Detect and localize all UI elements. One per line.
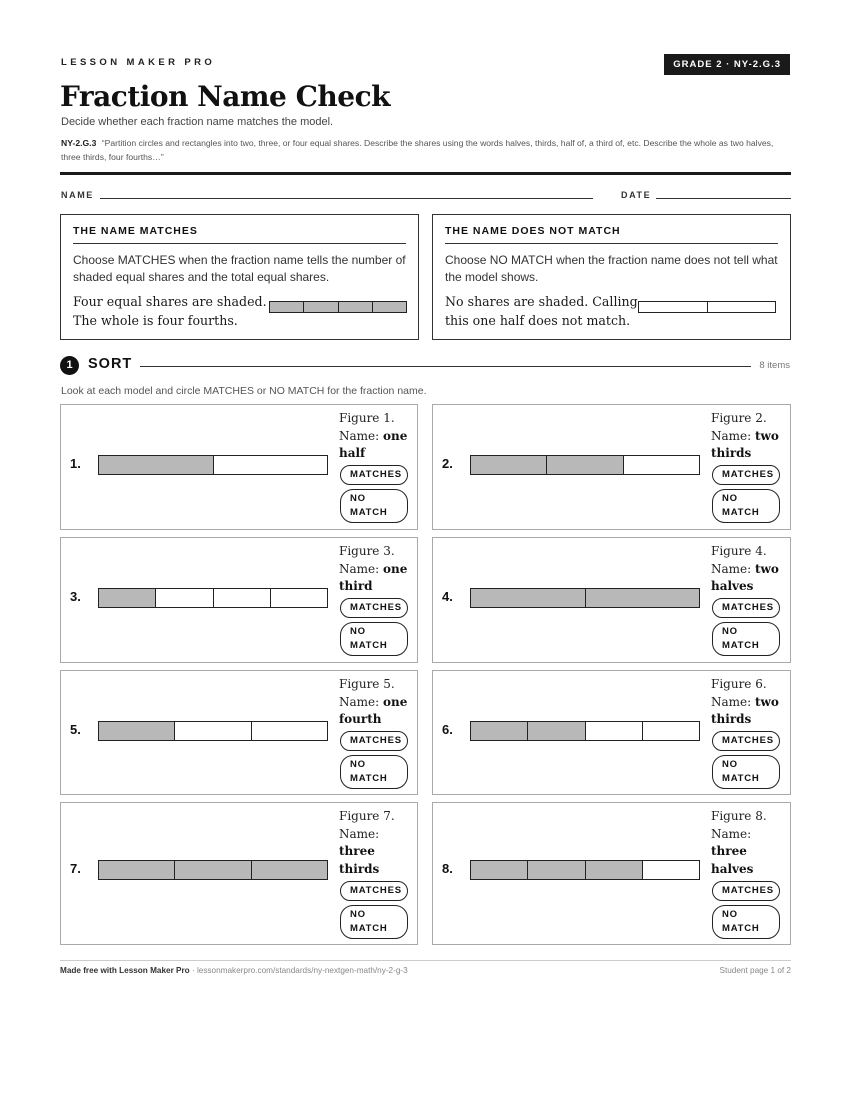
name-prefix: Name: [339,826,380,841]
item-info [711,808,786,878]
no-match-line-1: NO [722,909,738,920]
page-title: Fraction Name Check [60,80,391,113]
name-prefix: Name: [711,694,752,709]
figure-label: Figure 6. [711,677,767,691]
date-field[interactable] [656,198,791,199]
item-number: 7. [70,861,81,876]
figure-label: Figure 2. [711,411,767,425]
fraction-name [711,428,786,463]
name-prefix: Name: [339,694,380,709]
figure-label: Figure 1. [339,411,395,425]
standard-description [61,136,791,164]
model-share [155,589,212,607]
fraction-model [98,860,328,880]
matches-option[interactable]: MATCHES [712,731,780,751]
model-share [270,302,303,312]
rule-heading: THE NAME DOES NOT MATCH [445,225,778,244]
model-share [639,302,707,312]
fraction-model [470,588,700,608]
model-share [471,861,527,879]
item-card [432,404,791,530]
item-number: 1. [70,456,81,471]
item-card [60,537,418,663]
fraction-name-value: two halves [711,561,779,593]
model-share [338,302,372,312]
name-prefix: Name: [339,561,380,576]
model-share [642,861,699,879]
name-prefix: Name: [339,428,380,443]
figure-label: Figure 3. [339,544,395,558]
fraction-name [711,694,786,729]
matches-option[interactable]: MATCHES [340,598,408,618]
rule-description: Choose MATCHES when the fraction name tells the number of shaded equal shares and the total equal shares. [73,253,406,284]
standard-code: NY-2.G.3 [61,138,97,148]
item-info [339,676,414,729]
model-share [99,722,174,740]
item-count: 8 items [759,360,790,371]
date-label: DATE [621,190,652,200]
standard-text: “Partition circles and rectangles into two, three, or four equal shares. Describe the shares using the words halves, thirds, half of, a third of, etc. Describe the whole as two halves, three thirds, four fourths…” [61,138,774,162]
matches-option[interactable]: MATCHES [340,465,408,485]
no-match-line-1: NO [350,493,366,504]
model-share [213,456,328,474]
figure-label: Figure 5. [339,677,395,691]
no-match-option[interactable] [340,755,408,789]
model-share [213,589,270,607]
fraction-name [711,561,786,596]
fraction-model [470,721,700,741]
section-title: SORT [88,356,133,372]
fraction-name-value: one third [339,561,408,593]
footer-divider [60,960,791,961]
name-field[interactable] [100,198,593,199]
matches-option[interactable]: MATCHES [340,881,408,901]
fraction-name-value: three halves [711,844,754,876]
item-card [60,802,418,945]
section-number: 1 [60,356,79,375]
no-match-option[interactable] [712,622,780,656]
footer-credit [60,966,408,975]
footer-made-with: Made free with Lesson Maker Pro [60,966,190,975]
no-match-line-1: NO [350,909,366,920]
no-match-line-2: MATCH [350,640,388,651]
grade-badge: GRADE 2 · NY-2.G.3 [664,54,790,75]
page-subtitle: Decide whether each fraction name matches the model. [61,116,334,128]
model-share [471,722,527,740]
model-share [471,456,546,474]
rule-example: No shares are shaded. Calling this one half does not match. [445,294,638,328]
rule-box-matches [60,214,419,340]
no-match-line-2: MATCH [722,773,760,784]
item-card [432,802,791,945]
name-prefix: Name: [711,826,752,841]
no-match-line-1: NO [722,493,738,504]
model-share [471,589,585,607]
no-match-line-2: MATCH [350,507,388,518]
model-share [303,302,337,312]
model-share [546,456,622,474]
example-model [269,301,407,313]
model-share [623,456,699,474]
fraction-name [339,694,414,729]
no-match-option[interactable] [712,489,780,523]
model-share [99,589,155,607]
no-match-option[interactable] [340,905,408,939]
no-match-line-2: MATCH [722,507,760,518]
matches-option[interactable]: MATCHES [712,598,780,618]
matches-option[interactable]: MATCHES [340,731,408,751]
figure-label: Figure 7. [339,809,395,823]
no-match-line-2: MATCH [722,923,760,934]
fraction-name [711,826,786,879]
fraction-name [339,826,414,879]
item-info [339,410,414,463]
no-match-line-1: NO [350,759,366,770]
item-info [711,543,786,596]
no-match-line-1: NO [350,626,366,637]
model-share [251,722,327,740]
matches-option[interactable]: MATCHES [712,881,780,901]
brand-name: LESSON MAKER PRO [61,57,216,68]
fraction-name-value: one half [339,428,408,460]
model-share [99,861,174,879]
item-number: 2. [442,456,453,471]
footer-page-number: Student page 1 of 2 [719,966,791,975]
name-label: NAME [61,190,94,200]
item-number: 6. [442,722,453,737]
fraction-model [470,860,700,880]
figure-label: Figure 8. [711,809,767,823]
fraction-name-value: two thirds [711,694,779,726]
item-info [711,410,786,463]
rule-box-no-match [432,214,791,340]
no-match-option[interactable] [340,489,408,523]
model-share [99,456,213,474]
rule-example: Four equal shares are shaded. The whole is four fourths. [73,294,267,328]
section-divider [140,366,751,367]
fraction-model [98,721,328,741]
no-match-option[interactable] [712,755,780,789]
fraction-name [339,428,414,463]
rule-description: Choose NO MATCH when the fraction name does not tell what the model shows. [445,253,778,284]
header-divider [60,172,791,175]
no-match-line-1: NO [722,759,738,770]
item-number: 5. [70,722,81,737]
model-share [585,722,642,740]
model-share [642,722,699,740]
fraction-model [98,455,328,475]
item-card [60,670,418,795]
no-match-line-2: MATCH [350,773,388,784]
item-card [432,537,791,663]
model-share [270,589,327,607]
model-share [174,722,250,740]
model-share [707,302,776,312]
model-share [585,861,642,879]
item-info [339,543,414,596]
no-match-line-1: NO [722,626,738,637]
rule-heading: THE NAME MATCHES [73,225,406,244]
figure-label: Figure 4. [711,544,767,558]
name-prefix: Name: [711,428,752,443]
model-share [585,589,700,607]
no-match-option[interactable] [712,905,780,939]
item-card [432,670,791,795]
fraction-name-value: two thirds [711,428,779,460]
item-number: 8. [442,861,453,876]
item-info [711,676,786,729]
model-share [527,861,584,879]
no-match-option[interactable] [340,622,408,656]
model-share [527,722,584,740]
section-instructions: Look at each model and circle MATCHES or NO MATCH for the fraction name. [61,385,427,397]
name-prefix: Name: [711,561,752,576]
example-model [638,301,776,313]
model-share [372,302,406,312]
footer-url[interactable]: · lessonmakerpro.com/standards/ny-nextgen-math/ny-2-g-3 [191,966,408,975]
fraction-name-value: three thirds [339,844,380,876]
no-match-line-2: MATCH [722,640,760,651]
fraction-name [339,561,414,596]
item-number: 3. [70,589,81,604]
fraction-name-value: one fourth [339,694,408,726]
model-share [174,861,250,879]
item-number: 4. [442,589,453,604]
fraction-model [98,588,328,608]
fraction-model [470,455,700,475]
item-info [339,808,414,878]
matches-option[interactable]: MATCHES [712,465,780,485]
model-share [251,861,327,879]
no-match-line-2: MATCH [350,923,388,934]
item-card [60,404,418,530]
